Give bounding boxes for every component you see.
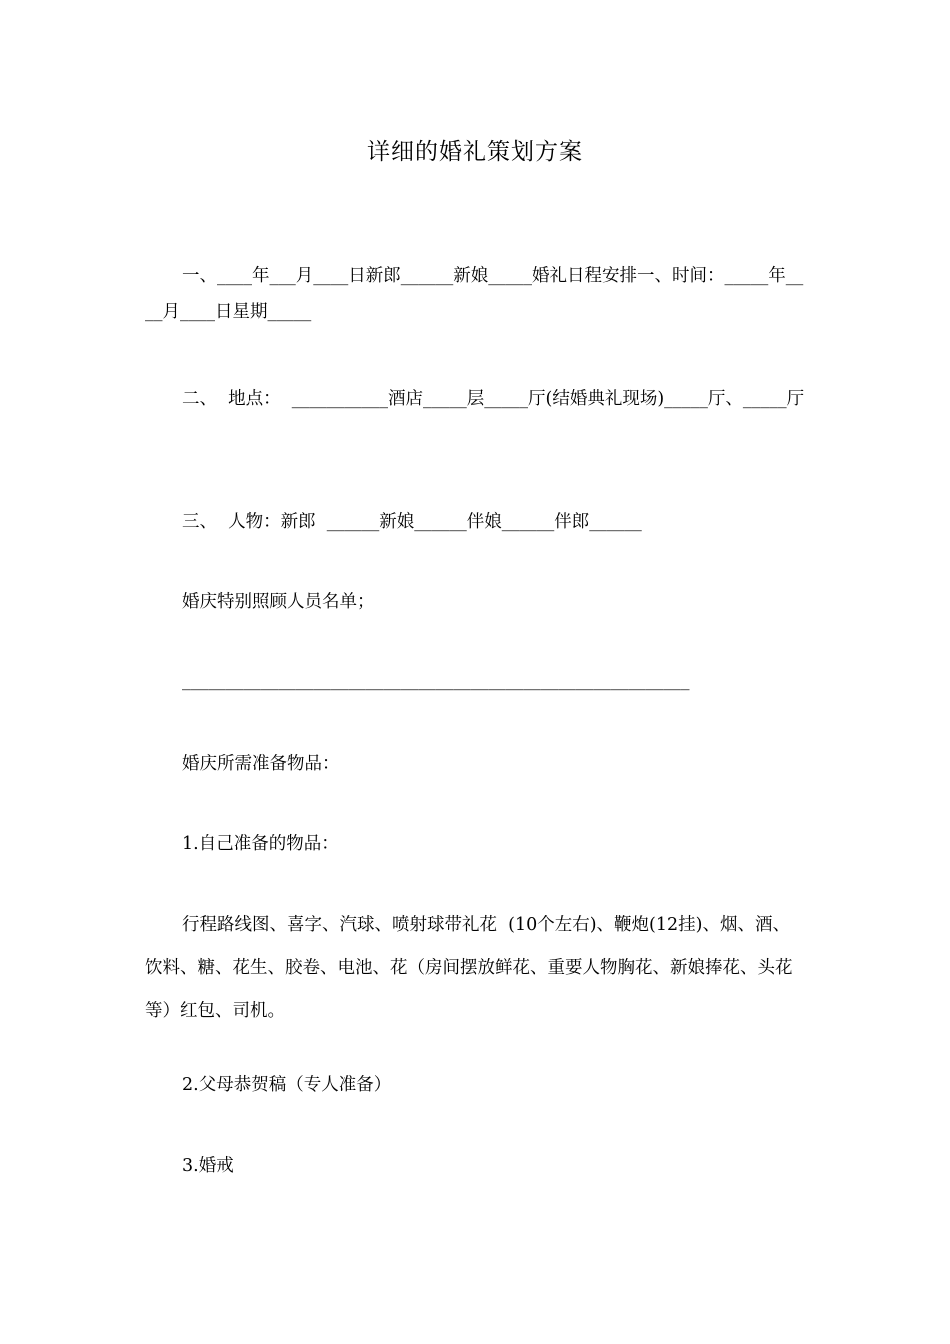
paragraph-blank-line: __________________________________________________________	[182, 671, 690, 691]
paragraph-date-names: 一、____年___月____日新郎______新娘_____婚礼日程安排一、时间：_____年____月____日星期_____	[145, 266, 804, 322]
paragraph-location: 二、 地点： ___________酒店_____层_____厅(结婚典礼现场)_____厅、_____厅	[182, 389, 805, 409]
paragraph-special-care-list: 婚庆特别照顾人员名单；	[182, 592, 375, 612]
paragraph-people: 三、 人物：新郎 ______新娘______伴娘______伴郎______	[182, 512, 642, 532]
paragraph-self-prepared-list: 行程路线图、喜字、汽球、喷射球带礼花 (10个左右)、鞭炮(12挂)、烟、酒、饮料、糖、花生、胶卷、电池、花（房间摆放鲜花、重要人物胸花、新娘捧花、头花等）红包、司机。	[145, 915, 793, 1021]
paragraph-parents-speech: 2.父母恭贺稿（专人准备）	[182, 1075, 392, 1095]
paragraph-self-prepared-heading: 1.自己准备的物品：	[182, 834, 339, 854]
paragraph-items-heading: 婚庆所需准备物品：	[182, 754, 340, 774]
paragraph-rings: 3.婚戒	[182, 1156, 234, 1176]
document-title: 详细的婚礼策划方案	[367, 139, 583, 165]
